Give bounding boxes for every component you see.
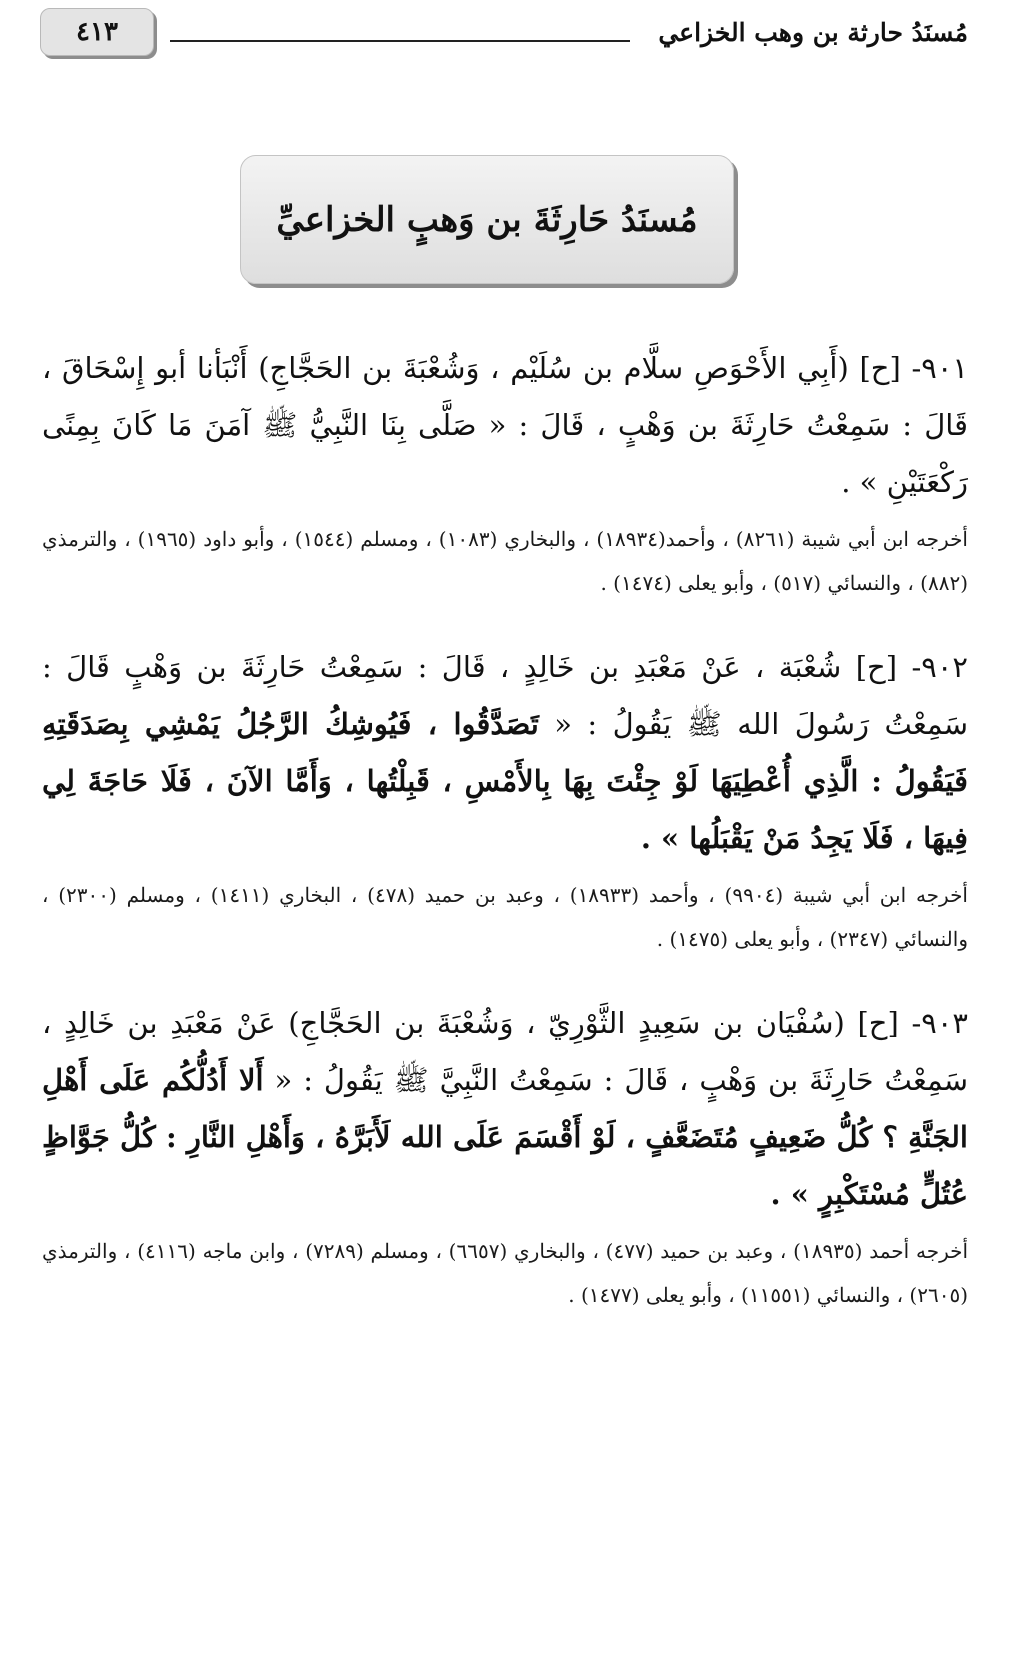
section-title-box bbox=[240, 155, 734, 284]
hadith-902 bbox=[42, 639, 968, 867]
hadith-number: ٩٠٢ bbox=[921, 650, 968, 684]
page-content bbox=[42, 340, 968, 1351]
page-number-box bbox=[40, 8, 154, 56]
hadith-takhrij: أخرجه ابن أبي شيبة (٩٩٠٤) ، وأحمد (١٨٩٣٣) ، وعبد بن حميد (٤٧٨) ، البخاري (١٤١١) ، ومسلم (٢٣٠٠) ، والنسائي (٢٣٤٧) ، وأبو يعلى (١٤٧٥) . bbox=[42, 883, 968, 951]
page-number: ٤١٣ bbox=[76, 17, 118, 47]
running-title: مُسنَدُ حارثة بن وهب الخزاعي bbox=[658, 18, 968, 47]
header-rule bbox=[170, 40, 630, 42]
hadith-sanad: - [ح] شُعْبَة ، عَنْ مَعْبَدِ بن خَالِدٍ ، قَالَ : سَمِعْتُ حَارِثَةَ بن وَهْبٍ قَالَ : سَمِعْتُ رَسُولَ الله ﷺ يَقُولُ : « bbox=[42, 650, 968, 741]
running-header bbox=[0, 0, 1010, 70]
hadith-takhrij: أخرجه أحمد (١٨٩٣٥) ، وعبد بن حميد (٤٧٧) ، والبخاري (٦٦٥٧) ، ومسلم (٧٢٨٩) ، وابن ماجه (٤١١٦) ، والترمذي (٢٦٠٥) ، والنسائي (١١٥٥١) ، وأبو يعلى (١٤٧٧) . bbox=[42, 1239, 969, 1307]
hadith-number: ٩٠١ bbox=[921, 351, 968, 385]
hadith-sanad: - [ح] (أَبِي الأَحْوَصِ سلَّام بن سُلَيْم ، وَشُعْبَةَ بن الحَجَّاجِ) أَنْبَأنا أبو إِسْحَاقَ ، قَالَ : سَمِعْتُ حَارِثَةَ بن وَهْبٍ ، قَالَ : bbox=[42, 351, 968, 442]
hadith-takhrij: أخرجه ابن أبي شيبة (٨٢٦١) ، وأحمد(١٨٩٣٤) ، والبخاري (١٠٨٣) ، ومسلم (١٥٤٤) ، وأبو داود (١٩٦٥) ، والترمذي (٨٨٢) ، والنسائي (٥١٧) ، وأبو يعلى (١٤٧٤) . bbox=[42, 527, 968, 595]
hadith-number: ٩٠٣ bbox=[921, 1006, 968, 1040]
hadith-matn: أَلا أَدُلُّكُم عَلَى أَهْلِ الجَنَّةِ ؟ كُلُّ ضَعِيفٍ مُتَضَعَّفٍ ، لَوْ أَقْسَمَ عَلَى الله لَأَبَرَّهُ ، وَأَهْلِ النَّارِ : كُلُّ جَوَّاظٍ عُتُلٍّ مُسْتَكْبِرٍ » . bbox=[42, 1063, 968, 1211]
hadith-matn: « صَلَّى بِنَا النَّبِيُّ ﷺ آمَنَ مَا كَانَ بِمِنًى رَكْعَتَيْنِ » . bbox=[42, 408, 968, 499]
hadith-sanad: - [ح] (سُفْيَان بن سَعِيدٍ الثَّوْرِيّ ، وَشُعْبَةَ بن الحَجَّاجِ) عَنْ مَعْبَدِ بن خَالِدٍ ، سَمِعْتُ حَارِثَةَ بن وَهْبٍ ، قَالَ : سَمِعْتُ النَّبِيَّ ﷺ يَقُولُ : « bbox=[42, 1006, 969, 1097]
hadith-matn: تَصَدَّقُوا ، فَيُوشِكُ الرَّجُلُ يَمْشِي بِصَدَقَتِهِ فَيَقُولُ : الَّذِي أُعْطِيَهَا لَوْ جِئْتَ بِهَا بِالأَمْسِ ، قَبِلْتُها ، وَأَمَّا الآنَ ، فَلَا حَاجَةَ لِي فِيهَا ، فَلَا يَجِدُ مَنْ يَقْبَلُها » . bbox=[42, 707, 968, 855]
section-title: مُسنَدُ حَارِثَةَ بن وَهبٍ الخزاعيِّ bbox=[276, 199, 698, 240]
hadith-901 bbox=[42, 340, 968, 511]
hadith-903 bbox=[42, 995, 968, 1223]
